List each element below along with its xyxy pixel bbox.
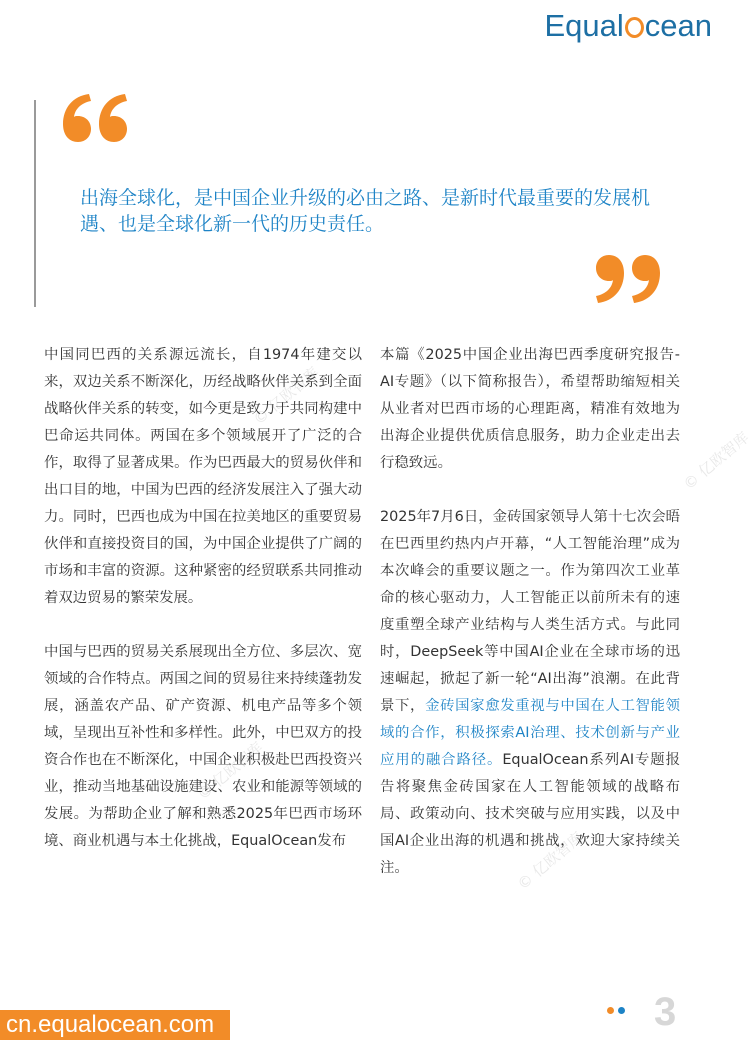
right-paragraph-2-text: EqualOcean系列AI专题报告将聚焦金砖国家在人工智能领域的战略布局、政策动向、技术突破与应用实践，以及中国AI企业出海的机遇和挑战，欢迎大家持续关注。 xyxy=(380,752,680,876)
open-quote-icon xyxy=(63,94,127,142)
page-dots xyxy=(607,1007,625,1014)
highlighted-text: 金砖国家愈发重视与中国在人工智能领域的合作，积极探索AI治理、技术创新与产业应用的融合路径。 xyxy=(380,698,680,768)
watermark: © 亿欧智库 xyxy=(193,738,267,804)
left-paragraph-2: 中国与巴西的贸易关系展现出全方位、多层次、宽领域的合作特点。两国之间的贸易往来持续蓬勃发展，涵盖农产品、矿产资源、机电产品等多个领域，呈现出互补性和多样性。此外，中巴双方的投资合作也在不断深化，中国企业积极赴巴西投资兴业，推动当地基础设施建设、农业和能源等领域的发展。为帮助企业了解和熟悉2025年巴西市场环境、商业机遇与本土化挑战，EqualOcean发布 xyxy=(44,644,362,849)
right-column xyxy=(380,342,680,909)
logo-text-post: cean xyxy=(644,8,712,43)
watermark: © 亿欧智库 xyxy=(679,428,753,494)
logo-text-pre: Equal xyxy=(544,8,624,43)
right-paragraph-2 xyxy=(380,504,680,882)
watermark: © 亿欧智库 xyxy=(249,363,323,429)
equalocean-logo xyxy=(544,8,712,44)
page-number: 3 xyxy=(654,990,677,1034)
quote-text: 出海全球化，是中国企业升级的必由之路、是新时代最重要的发展机遇、也是全球化新一代的历史责任。 xyxy=(80,187,651,235)
quote-side-bar xyxy=(34,100,36,307)
orange-dot-icon xyxy=(607,1007,614,1014)
right-paragraph-2-text: 2025年7月6日，金砖国家领导人第十七次会晤在巴西里约热内卢开幕，“人工智能治理”成为本次峰会的重要议题之一。作为第四次工业革命的核心驱动力，人工智能正以前所未有的速度重塑全球产业结构与人类生活方式。与此同时，DeepSeek等中国AI企业在全球市场的迅速崛起，掀起了新一轮“AI出海”浪潮。在此背景下， xyxy=(380,509,680,714)
watermark: © 亿欧智库 xyxy=(513,828,587,894)
left-paragraph-1: 中国同巴西的关系源远流长，自1974年建交以来，双边关系不断深化，历经战略伙伴关系到全面战略伙伴关系的转变，如今更是致力于共同构建中巴命运共同体。两国在多个领域展开了广泛的合作，取得了显著成果。作为巴西最大的贸易伙伴和出口目的地，中国为巴西的经济发展注入了强大动力。同时，巴西也成为中国在拉美地区的重要贸易伙伴和直接投资目的国，为中国企业提供了广阔的市场和丰富的资源。这种紧密的经贸联系共同推动着双边贸易的繁荣发展。 xyxy=(44,347,362,606)
footer-url-link[interactable]: cn.equalocean.com xyxy=(0,1010,230,1040)
blue-dot-icon xyxy=(618,1007,625,1014)
right-paragraph-1: 本篇《2025中国企业出海巴西季度研究报告-AI专题》（以下简称报告），希望帮助缩短相关从业者对巴西市场的心理距离，精准有效地为出海企业提供优质信息服务，助力企业走出去行稳致远。 xyxy=(380,347,680,471)
left-column xyxy=(44,342,362,882)
logo-o-ring-icon xyxy=(625,17,644,38)
close-quote-icon xyxy=(596,255,660,303)
